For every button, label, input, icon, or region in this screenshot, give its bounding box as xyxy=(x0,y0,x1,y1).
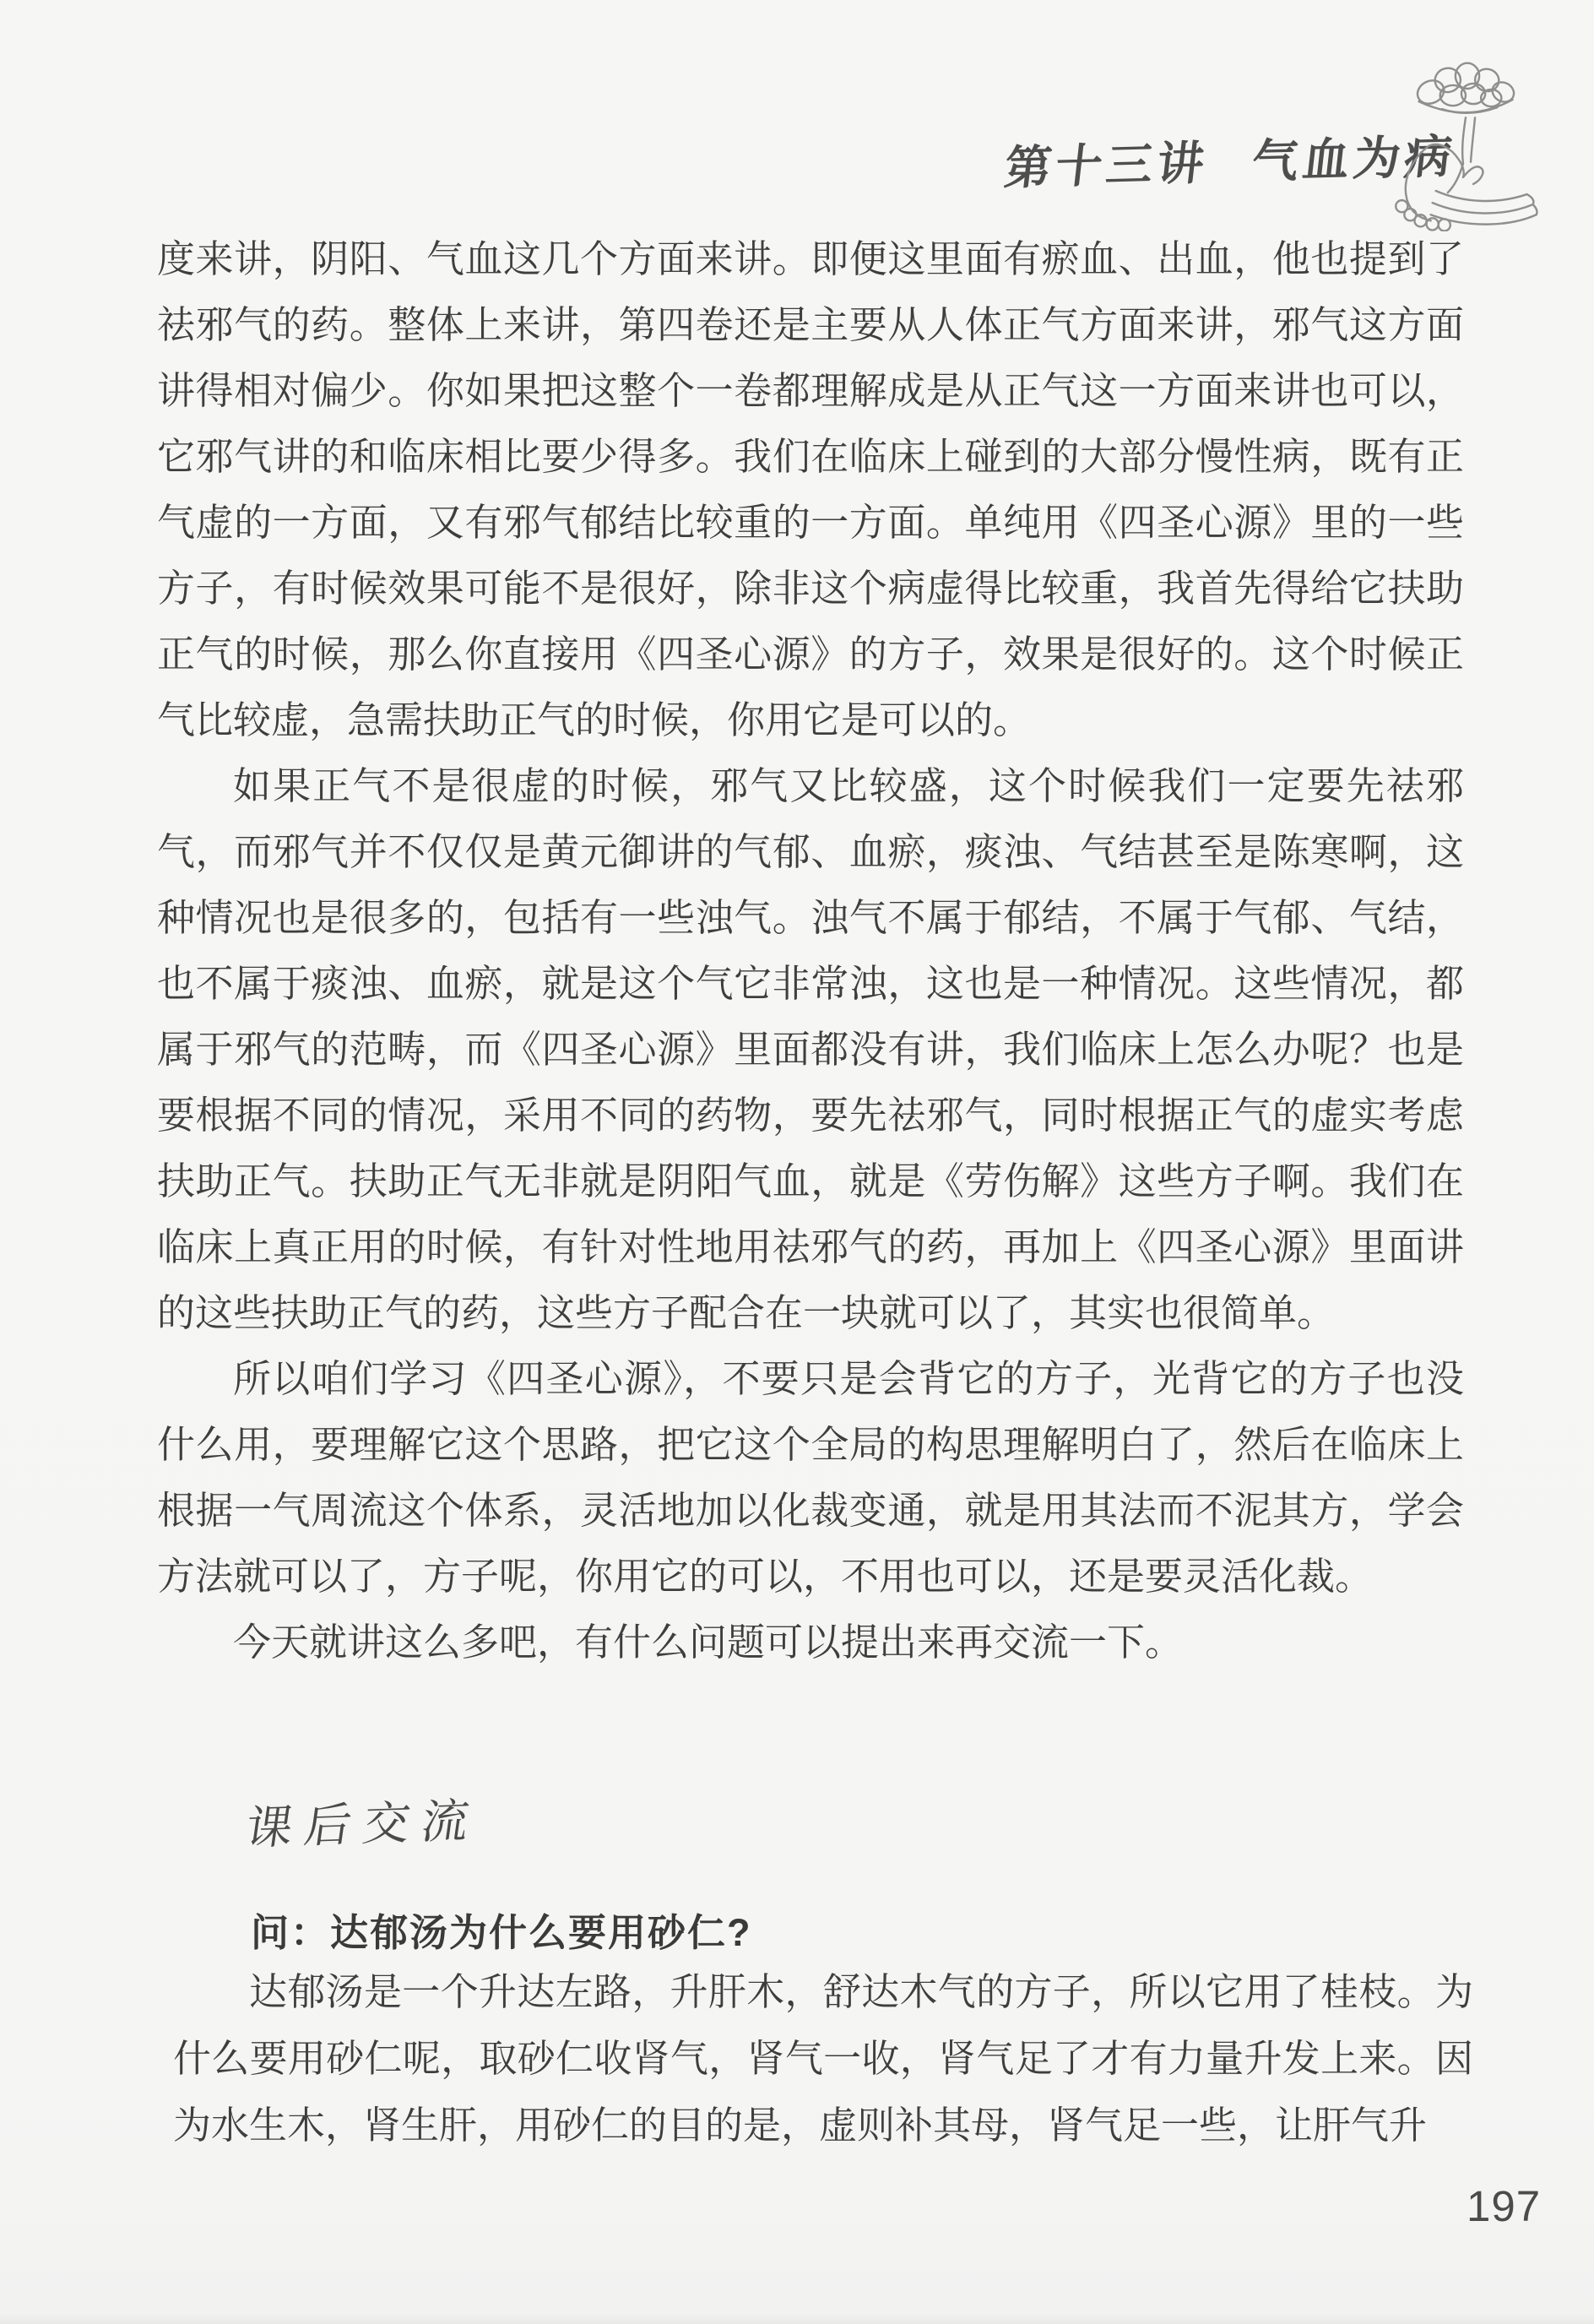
chapter-title: 气血为病 xyxy=(1249,131,1459,188)
hand-holding-lotus-icon xyxy=(1369,47,1565,231)
page-number: 197 xyxy=(1467,2182,1542,2230)
page-bottom-edge xyxy=(0,2314,1594,2324)
answer-paragraph: 达郁汤是一个升达左路，升肝木，舒达木气的方子，所以它用了桂枝。为什么要用砂仁呢，取砂仁收肾气，肾气一收，肾气足了才有力量升发上来。因为水生木，肾生肝，用砂仁的目的是，虚则补其母，肾气足一些，让肝气升 xyxy=(173,1971,1473,2147)
chapter-number: 第十三讲 xyxy=(1001,137,1212,194)
paragraph: 今天就讲这么多吧，有什么问题可以提出来再交流一下。 xyxy=(233,1621,1184,1664)
question-line: 问：达郁汤为什么要用砂仁? xyxy=(251,1911,752,1954)
lecture-text xyxy=(157,226,1464,1675)
section-heading: 课后交流 xyxy=(242,1795,485,1854)
paragraph: 如果正气不是很虚的时候，邪气又比较盛，这个时候我们一定要先祛邪气，而邪气并不仅仅是黄元御讲的气郁、血瘀，痰浊、气结甚至是陈寒啊，这种情况也是很多的，包括有一些浊气。浊气不属于郁结，不属于气郁、气结，也不属于痰浊、血瘀，就是这个气它非常浊，这也是一种情况。这些情况，都属于邪气的范畴，而《四圣心源》里面都没有讲，我们临床上怎么办呢？也是要根据不同的情况，采用不同的药物，要先祛邪气，同时根据正气的虚实考虑扶助正气。扶助正气无非就是阴阳气血，就是《劳伤解》这些方子啊。我们在临床上真正用的时候，有针对性地用祛邪气的药，再加上《四圣心源》里面讲的这些扶助正气的药，这些方子配合在一块就可以了，其实也很简单。 xyxy=(157,765,1464,1334)
paragraph: 度来讲，阴阳、气血这几个方面来讲。即便这里面有瘀血、出血，他也提到了祛邪气的药。整体上来讲，第四卷还是主要从人体正气方面来讲，邪气这方面讲得相对偏少。你如果把这整个一卷都理解成是从正气这一方面来讲也可以，它邪气讲的和临床相比要少得多。我们在临床上碰到的大部分慢性病，既有正气虚的一方面，又有邪气郁结比较重的一方面。单纯用《四圣心源》里的一些方子，有时候效果可能不是很好，除非这个病虚得比较重，我首先得给它扶助正气的时候，那么你直接用《四圣心源》的方子，效果是很好的。这个时候正气比较虚，急需扶助正气的时候，你用它是可以的。 xyxy=(157,238,1464,741)
paragraph: 所以咱们学习《四圣心源》，不要只是会背它的方子，光背它的方子也没什么用，要理解它这个思路，把它这个全局的构思理解明白了，然后在临床上根据一气周流这个体系，灵活地加以化裁变通，就是用其法而不泥其方，学会方法就可以了，方子呢，你用它的可以，不用也可以，还是要灵活化裁。 xyxy=(157,1358,1464,1598)
